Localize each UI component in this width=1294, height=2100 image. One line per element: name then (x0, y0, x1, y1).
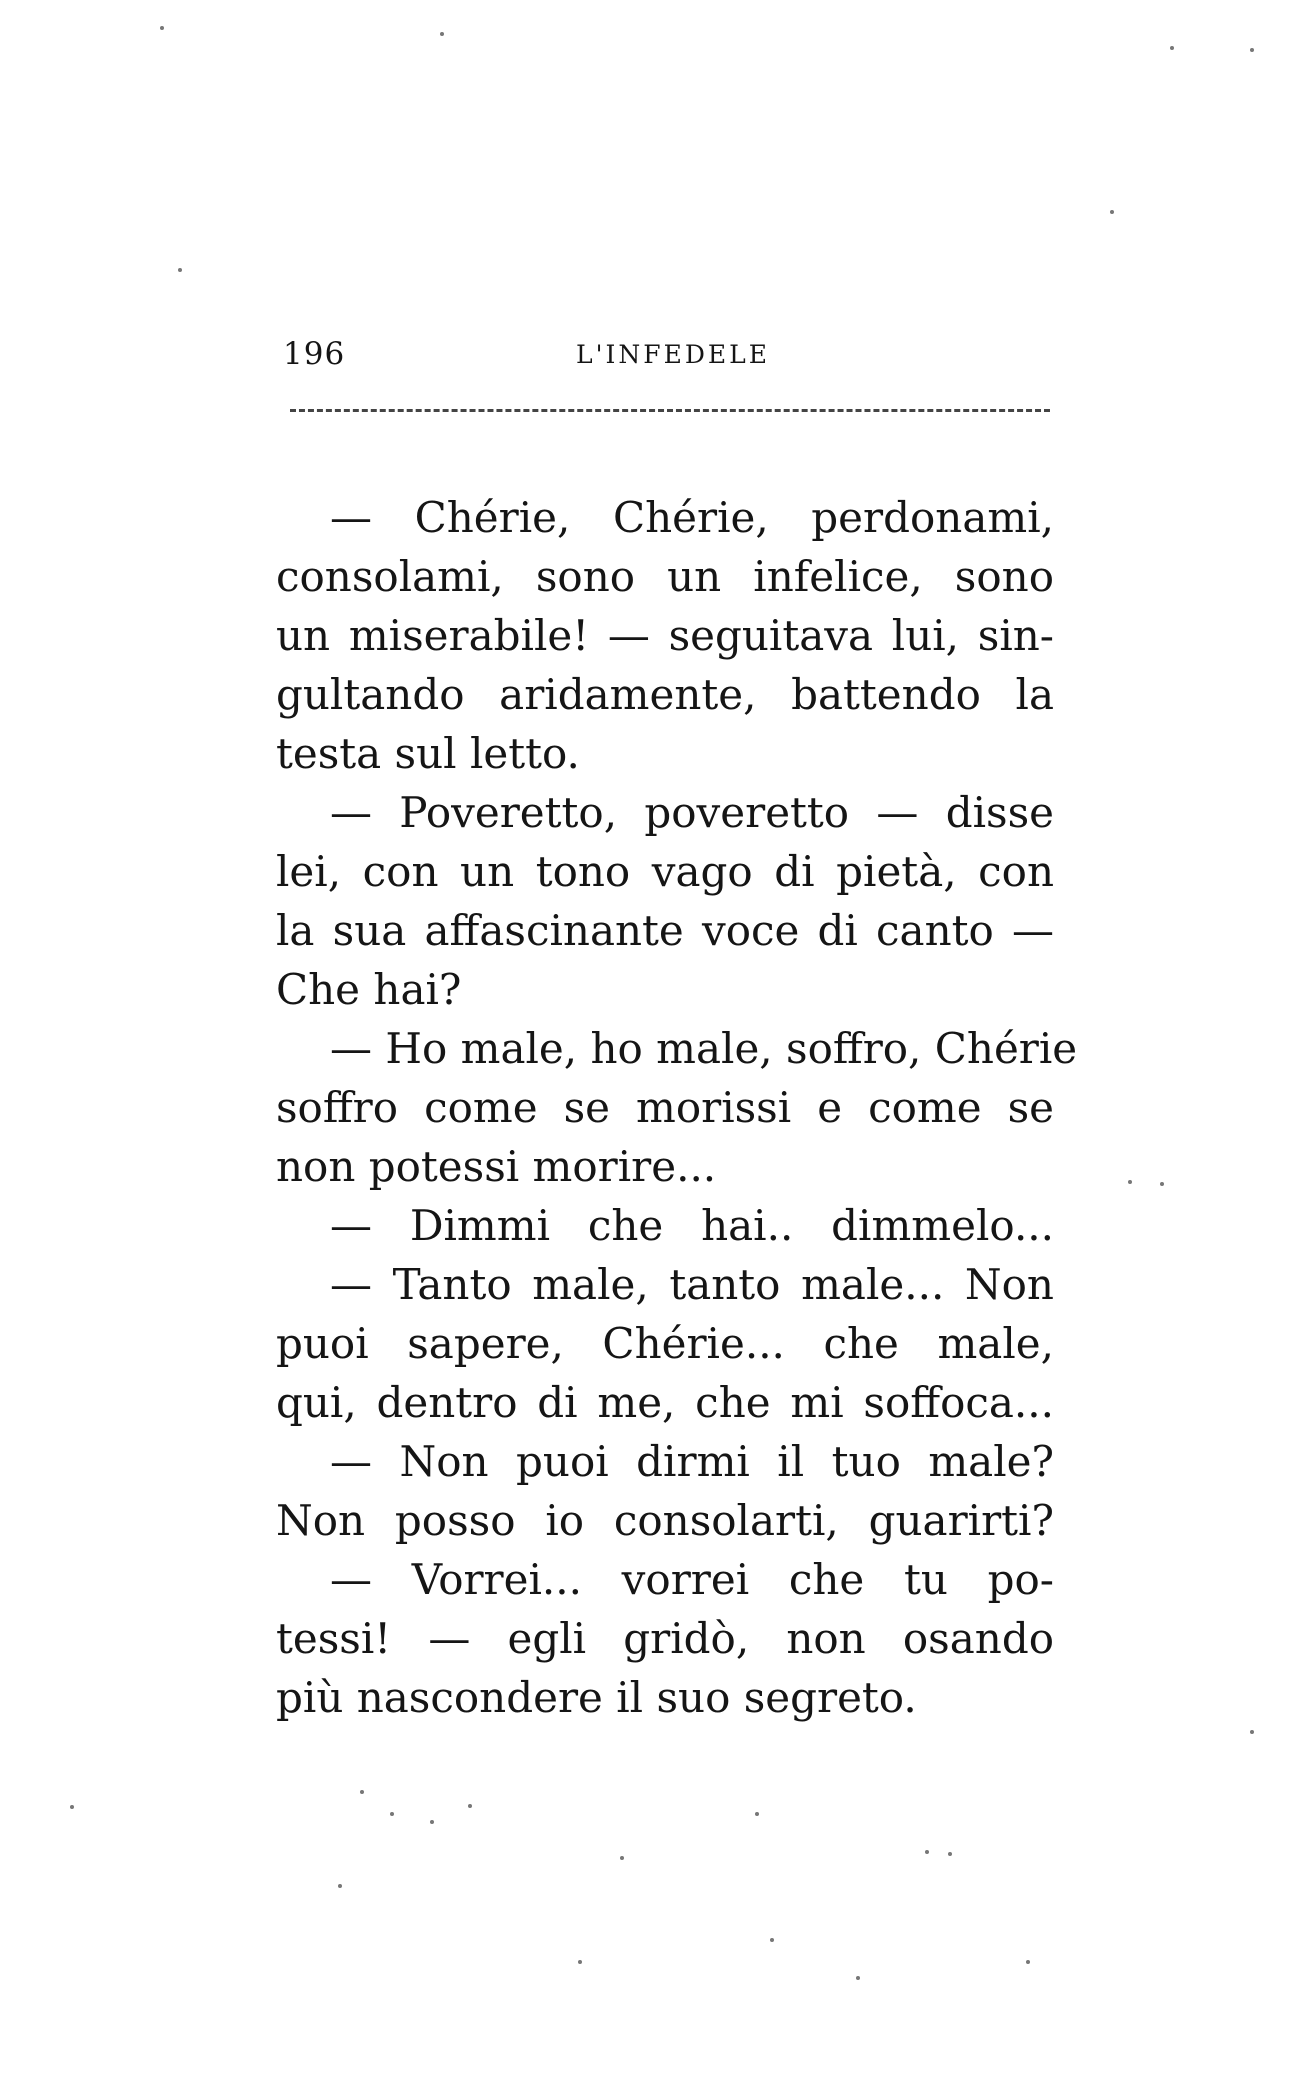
scan-speck (770, 1938, 774, 1942)
text-line: tessi! — egli gridò, non osando (276, 1614, 1054, 1663)
text-line: puoi sapere, Chérie... che male, (276, 1319, 1054, 1368)
text-line: — Non puoi dirmi il tuo male? (330, 1437, 1054, 1486)
scan-speck (178, 268, 182, 272)
header-rule (290, 409, 1050, 412)
scan-speck (390, 1812, 394, 1816)
text-line: — Vorrei... vorrei che tu po- (330, 1555, 1054, 1604)
scan-speck (430, 1820, 434, 1824)
text-line: Non posso io consolarti, guarirti? (276, 1496, 1054, 1545)
text-line: — Dimmi che hai.. dimmelo... (330, 1201, 1054, 1250)
scan-speck (1250, 1730, 1254, 1734)
text-line: un miserabile! — seguitava lui, sin- (276, 611, 1054, 660)
scan-speck (620, 1856, 624, 1860)
running-head (283, 336, 1055, 376)
text-line: — Poveretto, poveretto — disse (330, 788, 1054, 837)
scan-speck (360, 1790, 364, 1794)
body-text (276, 488, 1078, 1727)
scan-speck (1250, 48, 1254, 52)
text-line: testa sul letto. (276, 729, 580, 778)
scan-speck (468, 1804, 472, 1808)
text-line: gultando aridamente, battendo la (276, 670, 1054, 719)
text-line: — Chérie, Chérie, perdonami, (330, 493, 1054, 542)
text-line: Che hai? (276, 965, 462, 1014)
scan-speck (578, 1960, 582, 1964)
running-title: L'INFEDELE (576, 340, 770, 369)
scan-speck (160, 26, 164, 30)
scan-speck (70, 1805, 74, 1809)
text-line: lei, con un tono vago di pietà, con (276, 847, 1054, 896)
page-number: 196 (283, 336, 346, 372)
text-line: — Ho male, ho male, soffro, Chérie (330, 1024, 1078, 1073)
text-line: non potessi morire... (276, 1142, 717, 1191)
text-line: la sua affascinante voce di canto — (276, 906, 1054, 955)
text-line: consolami, sono un infelice, sono (276, 552, 1054, 601)
scan-speck (440, 32, 444, 36)
text-line: più nascondere il suo segreto. (276, 1673, 917, 1722)
text-line: — Tanto male, tanto male... Non (330, 1260, 1054, 1309)
text-line: soffro come se morissi e come se (276, 1083, 1054, 1132)
scan-speck (1170, 46, 1174, 50)
scan-speck (1128, 1180, 1132, 1184)
scan-speck (856, 1976, 860, 1980)
scan-speck (338, 1884, 342, 1888)
scan-speck (948, 1852, 952, 1856)
scan-speck (925, 1850, 929, 1854)
scan-speck (1026, 1960, 1030, 1964)
scan-speck (1110, 210, 1114, 214)
scan-speck (1160, 1182, 1164, 1186)
text-line: qui, dentro di me, che mi soffoca... (276, 1378, 1054, 1427)
scan-speck (755, 1812, 759, 1816)
